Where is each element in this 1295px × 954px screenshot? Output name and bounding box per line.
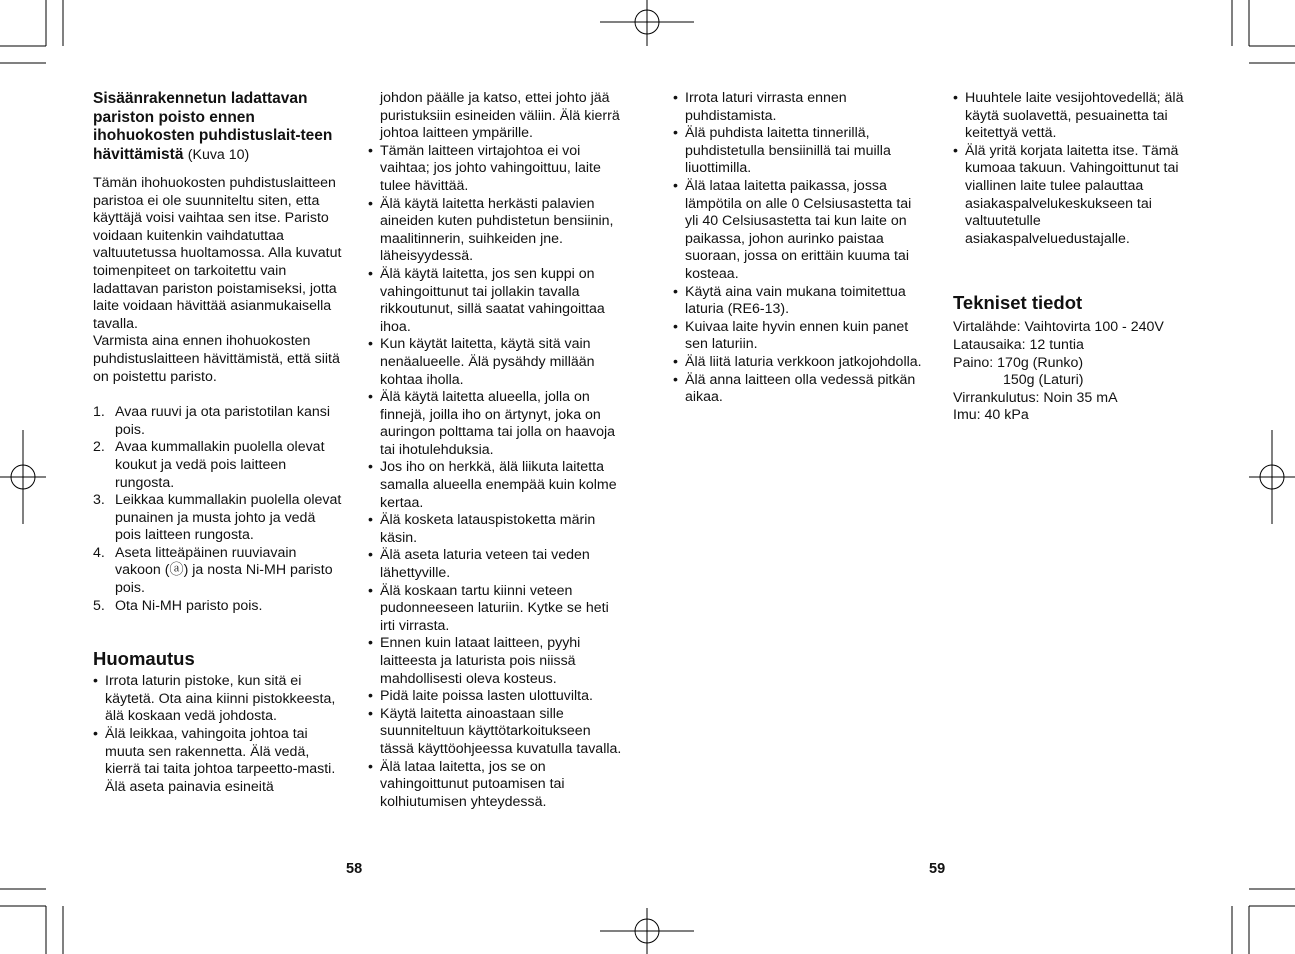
note-item xyxy=(93,673,343,726)
step-text: Avaa ruuvi ja ota paristotilan kansi pois. xyxy=(115,404,331,438)
step-text: Avaa kummallakin puolella olevat koukut ja vedä pois laitteen rungosta. xyxy=(115,439,325,491)
specs-list xyxy=(953,319,1205,425)
removal-step xyxy=(93,492,343,545)
note-text: Älä leikkaa, vahingoita johtoa tai muuta sen rakennetta. Älä vedä, kierrä tai taita johtoa tarpeetto-masti. Älä aseta painavia esineitä xyxy=(105,726,336,795)
note-item xyxy=(368,459,623,512)
bullet-icon: • xyxy=(673,125,678,142)
bullet-icon: • xyxy=(673,353,678,370)
bullet-icon: • xyxy=(368,336,373,353)
bullet-icon: • xyxy=(368,582,373,599)
note-text: Käytä laitetta ainoastaan sille suunniteltuun käyttötarkoitukseen tässä käyttöohjeessa kuvatulla tavalla. xyxy=(380,705,622,757)
note-text: Älä liitä laturia verkkoon jatkojohdolla. xyxy=(685,353,922,370)
intro-paragraph-2: Varmista aina ennen ihohuokosten puhdistuslaitteen hävittämistä, että siitä on poistettu paristo. xyxy=(93,333,340,385)
page-number-right: 59 xyxy=(929,861,946,877)
note-item xyxy=(368,266,623,336)
step-text: Ota Ni-MH paristo pois. xyxy=(115,597,263,614)
note-item xyxy=(368,547,623,582)
intro-paragraph: Tämän ihohuokosten puhdistuslaitteen paristoa ei ole suunniteltu siten, etta käyttäjä voisi vaihtaa sen itse. Paristo voidaan kuitenkin vaihdatuttaa valtuutetussa huoltamossa. Alla kuvatut toimenpiteet on tarkoitettu vain ladattavan pariston poistamiseksi, jotta laite voidaan hävittää asianmukaisella tavalla. xyxy=(93,175,342,332)
spec-line: Virtalähde: Vaihtovirta 100 - 240V xyxy=(953,319,1164,336)
note-text: Älä koskaan tartu kiinni veteen pudonneeseen laturiin. Kytke se heti irti virrasta. xyxy=(380,582,609,634)
note-item xyxy=(368,635,623,688)
note-item xyxy=(368,583,623,636)
column-3 xyxy=(673,90,923,407)
column-1 xyxy=(93,90,343,796)
bullet-icon: • xyxy=(368,688,373,705)
bullet-icon: • xyxy=(368,459,373,476)
step-number: 5. xyxy=(93,597,105,614)
step-text: Aseta litteäpäinen ruuviavain vakoon (ⓐ) ja nosta Ni-MH paristo pois. xyxy=(115,544,333,597)
bullet-icon: • xyxy=(368,389,373,406)
note-item xyxy=(368,143,623,196)
notes-list-col4 xyxy=(953,90,1205,248)
note-item xyxy=(368,389,623,459)
note-text: Älä lataa laitetta, jos se on vahingoittunut putoamisen tai kolhiutumisen yhteydessä. xyxy=(380,758,565,810)
note-item xyxy=(93,726,343,796)
note-text: Älä käytä laitetta herkästi palavien aineiden kuten puhdistetun bensiinin, maalitinnerin, suihkeiden jne. läheisyydessä. xyxy=(380,195,614,265)
note-text: Älä aseta laturia veteen tai veden lähettyville. xyxy=(380,547,590,582)
note-text: Tämän laitteen virtajohtoa ei voi vaihtaa; jos johto vahingoittuu, laite tulee hävittää. xyxy=(380,142,601,194)
removal-steps-list xyxy=(93,404,343,615)
note-text: Älä kosketa latauspistoketta märin käsin. xyxy=(380,512,596,546)
page-number-left: 58 xyxy=(346,861,363,877)
bullet-icon: • xyxy=(368,265,373,282)
note-text: Älä käytä laitetta, jos sen kuppi on vahingoittunut tai jollakin tavalla rikkoutunut, sillä saatat vahingoittaa ihoa. xyxy=(380,265,605,335)
spec-line: 150g (Laturi) xyxy=(1003,372,1084,389)
note-text: Älä anna laitteen olla vedessä pitkän aikaa. xyxy=(685,371,916,406)
bullet-icon: • xyxy=(368,635,373,652)
note-item xyxy=(368,336,623,389)
note-text: Älä yritä korjata laitetta itse. Tämä kumoaa takuun. Vahingoittunut tai viallinen laite tulee palauttaa asiakaspalvelukeskukseen tai valtuutetulle asiakaspalveluedustajalle. xyxy=(965,142,1179,247)
note-item xyxy=(673,90,923,125)
note-item xyxy=(368,512,623,547)
note-item xyxy=(673,354,923,372)
note-item xyxy=(368,706,623,759)
bullet-icon: • xyxy=(368,195,373,212)
note-item xyxy=(953,90,1205,143)
bullet-icon: • xyxy=(673,177,678,194)
note-text: Huuhtele laite vesijohtovedellä; älä käytä suolavettä, pesuainetta tai keitettyä vettä. xyxy=(965,90,1184,142)
battery-removal-title: Sisäänrakennetun ladattavan pariston poisto ennen ihohuokosten puhdistuslait-teen hävittämistä xyxy=(93,90,333,163)
battery-removal-heading xyxy=(93,90,343,164)
step-number: 2. xyxy=(93,439,105,456)
note-text: Pidä laite poissa lasten ulottuvilta. xyxy=(380,688,593,705)
removal-step xyxy=(93,404,343,439)
note-text: Irrota laturin pistoke, kun sitä ei käytetä. Ota aina kiinni pistokkeesta, älä koskaan vedä johdosta. xyxy=(105,673,336,725)
column-4 xyxy=(953,90,1205,425)
note-item xyxy=(673,178,923,284)
spec-line: Paino: 170g (Runko) xyxy=(953,354,1084,371)
notes-list-col2 xyxy=(368,143,623,812)
note-item xyxy=(368,688,623,706)
note-item xyxy=(673,125,923,178)
bullet-icon: • xyxy=(368,758,373,775)
bullet-icon: • xyxy=(93,726,98,743)
note-heading: Huomautus xyxy=(93,648,195,670)
step-number: 4. xyxy=(93,544,105,561)
bullet-icon: • xyxy=(673,90,678,106)
spec-line: Virrankulutus: Noin 35 mA xyxy=(953,389,1118,406)
spec-line: Imu: 40 kPa xyxy=(953,407,1029,424)
note-item xyxy=(368,196,623,266)
note-text: Älä lataa laitetta paikassa, jossa lämpötila on alle 0 Celsiusastetta tai yli 40 Celsiusastetta tai kun laite on paikassa, johon aurinko paistaa suoraan, jossa on erittäin kuuma tai kosteaa. xyxy=(685,177,912,282)
removal-step xyxy=(93,545,343,598)
note-item xyxy=(673,284,923,319)
bullet-icon: • xyxy=(368,142,373,159)
step-number: 1. xyxy=(93,404,105,421)
notes-list-col1 xyxy=(93,673,343,796)
note-item xyxy=(673,319,923,354)
step-number: 3. xyxy=(93,492,105,509)
bullet-icon: • xyxy=(368,547,373,564)
bullet-icon: • xyxy=(673,371,678,388)
figure-reference: (Kuva 10) xyxy=(187,146,250,163)
continued-note: johdon päälle ja katso, ettei johto jää puristuksiin esineiden väliin. Älä kierrä johtoa laitteen ympärille. xyxy=(380,90,620,142)
bullet-icon: • xyxy=(93,673,98,690)
removal-step xyxy=(93,439,343,492)
spec-line: Latausaika: 12 tuntia xyxy=(953,336,1084,353)
note-item xyxy=(368,759,623,812)
note-text: Käytä aina vain mukana toimitettua laturia (RE6-13). xyxy=(685,283,906,318)
note-text: Älä käytä laitetta alueella, jolla on finnejä, joilla iho on ärtynyt, joka on auringon polttama tai jolla on haavoja tai ihotulehduksia. xyxy=(380,389,616,458)
note-text: Irrota laturi virrasta ennen puhdistamista. xyxy=(685,90,847,124)
removal-step xyxy=(93,598,343,616)
step-text: Leikkaa kummallakin puolella olevat punainen ja musta johto ja vedä pois laitteen rungosta. xyxy=(115,492,342,544)
note-text: Jos iho on herkkä, älä liikuta laitetta samalla alueella enempää kuin kolme kertaa. xyxy=(380,459,617,511)
bullet-icon: • xyxy=(368,512,373,529)
note-text: Kun käytät laitetta, käytä sitä vain nenäalueelle. Älä pysähdy millään kohtaa iholla. xyxy=(380,336,595,388)
bullet-icon: • xyxy=(368,705,373,722)
bullet-icon: • xyxy=(953,142,958,159)
specs-heading: Tekniset tiedot xyxy=(953,292,1083,314)
column-2 xyxy=(368,90,623,811)
bullet-icon: • xyxy=(673,283,678,300)
bullet-icon: • xyxy=(673,318,678,335)
note-text: Älä puhdista laitetta tinnerillä, puhdistetulla bensiinillä tai muilla liuottimilla. xyxy=(685,125,891,177)
bullet-icon: • xyxy=(953,90,958,106)
note-text: Kuivaa laite hyvin ennen kuin panet sen laturiin. xyxy=(685,318,909,353)
note-item xyxy=(953,143,1205,249)
note-item xyxy=(673,372,923,407)
note-text: Ennen kuin lataat laitteen, pyyhi laitteesta ja laturista pois niissä mahdollisesti oleva kosteus. xyxy=(380,635,581,687)
notes-list-col3 xyxy=(673,90,923,407)
